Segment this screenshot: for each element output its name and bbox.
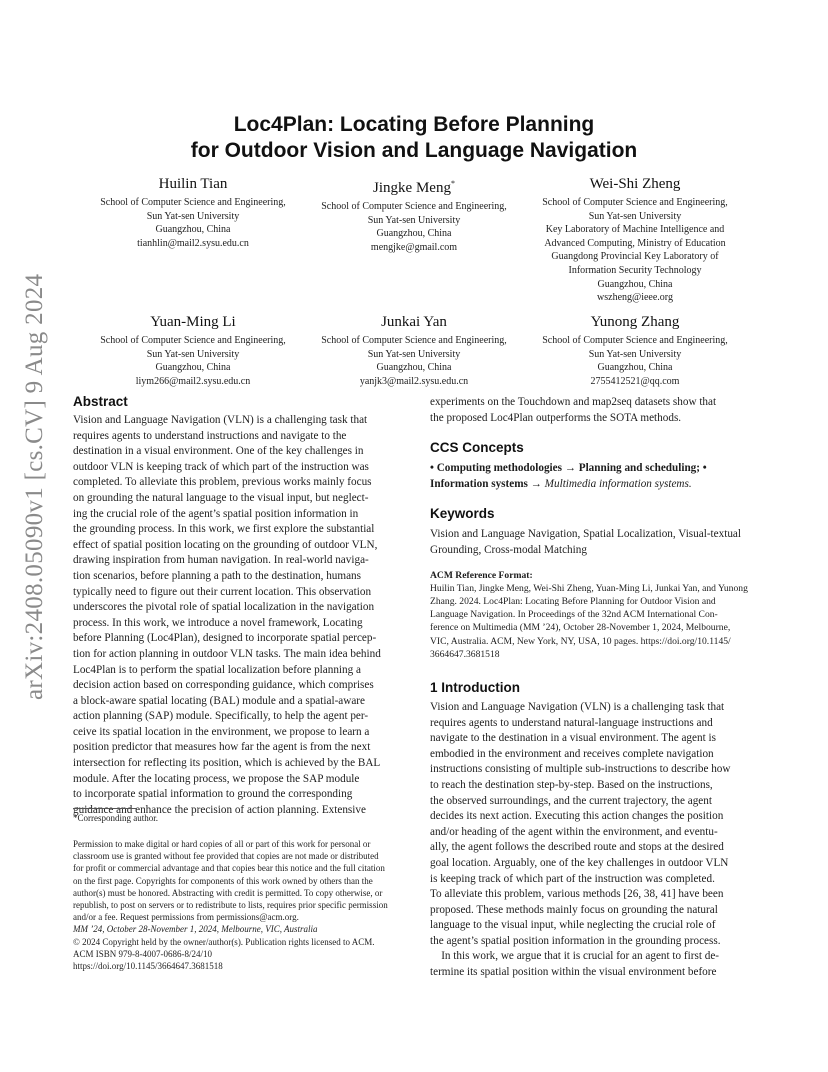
corresponding-mark: * <box>450 179 455 188</box>
author-name: Junkai Yan <box>381 314 447 330</box>
author-block <box>78 175 308 250</box>
author-block <box>520 175 750 305</box>
author-name: Huilin Tian <box>158 176 228 192</box>
footnote: *Corresponding author. <box>73 813 158 823</box>
ccs-concepts: • Computing methodologies → Planning and scheduling; • Information systems → Multimedia information systems. <box>430 462 707 490</box>
author-name: Jingke Meng* <box>373 179 455 196</box>
right-column <box>430 395 756 981</box>
acm-reference-heading: ACM Reference Format: <box>430 569 533 581</box>
author-affiliation: School of Computer Science and Engineering, Sun Yat-sen University Key Laboratory of Machine Intelligence and Advanced Computing, Ministry of Education Guangdong Provincial Key Laboratory of Information Security Technology Guangzhou, China wszheng@ieee.org <box>542 197 728 304</box>
abstract-continued: experiments on the Touchdown and map2seq datasets show that the proposed Loc4Plan outperforms the SOTA methods. <box>430 396 717 424</box>
author-name: Yuan-Ming Li <box>150 314 236 330</box>
author-block <box>520 313 750 388</box>
arxiv-stamp: arXiv:2408.05090v1 [cs.CV] 9 Aug 2024 <box>21 273 48 700</box>
author-affiliation: School of Computer Science and Engineering, Sun Yat-sen University Guangzhou, China 2755412521@qq.com <box>542 335 728 387</box>
author-block <box>78 313 308 388</box>
author-affiliation: School of Computer Science and Engineering, Sun Yat-sen University Guangzhou, China yanjk3@mail2.sysu.edu.cn <box>321 335 507 387</box>
introduction-body: Vision and Language Navigation (VLN) is a challenging task that requires agents to understand natural-language instructions and navigate to the destination in a visual environment. The agent is embodied in the environment and receives complete navigation instructions consisting of multiple sub-instructions to describe how to reach the destination step-by-step. Based on the instructions, the observed surroundings, and the current trajectory, the agent decides its next action. Executing this action changes the position and/or heading of the agent within the environment, and eventu- ally, the agent follows the described route and stops at the desired goal location. Arguably, one of the key challenges in outdoor VLN is keeping track of which part of the instruction was completed. To alleviate this problem, various methods [26, 38, 41] have been proposed. These methods mainly focus on grounding the natural language to the visual input, while neglecting the crucial role of the agent’s spatial position information in the grounding process. In this work, we argue that it is crucial for an agent to first de- termine its spatial position within the visual environment before <box>430 700 731 979</box>
author-affiliation: School of Computer Science and Engineering, Sun Yat-sen University Guangzhou, China liym266@mail2.sysu.edu.cn <box>100 335 286 387</box>
conference-line: MM ’24, October 28-November 1, 2024, Melbourne, VIC, Australia <box>73 924 318 935</box>
footnote-rule <box>73 808 137 809</box>
acm-reference: ACM Reference Format: Huilin Tian, Jingke Meng, Wei-Shi Zheng, Yuan-Ming Li, Junkai Yan, and Yunong Zhang. 2024. Loc4Plan: Locating Before Planning for Outdoor Vision and Language Navigation. In Proceedings of the 32nd ACM International Con- ference on Multimedia (MM ’24), October 28-November 1, 2024, Melbourne, VIC, Australia. ACM, New York, NY, USA, 10 pages. https://doi.org/10.1145/ 3664647.3681518 <box>430 569 748 660</box>
author-name: Wei-Shi Zheng <box>589 176 681 192</box>
doi-link: https://doi.org/10.1145/3664647.3681518 <box>73 961 223 972</box>
author-block <box>299 175 529 254</box>
author-name: Yunong Zhang <box>590 314 680 330</box>
author-affiliation: School of Computer Science and Engineering, Sun Yat-sen University Guangzhou, China tianhlin@mail2.sysu.edu.cn <box>100 197 286 249</box>
ccs-heading: CCS Concepts <box>430 440 524 456</box>
paper-title <box>100 112 728 164</box>
keywords-heading: Keywords <box>430 506 495 522</box>
author-block <box>299 313 529 388</box>
left-column <box>73 393 399 818</box>
abstract-heading: Abstract <box>73 394 128 409</box>
keywords-list: Vision and Language Navigation, Spatial Localization, Visual-textual Grounding, Cross-modal Matching <box>430 528 741 556</box>
introduction-heading: 1 Introduction <box>430 679 520 695</box>
title-line-1: Loc4Plan: Locating Before Planning <box>233 113 595 136</box>
author-affiliation: School of Computer Science and Engineering, Sun Yat-sen University Guangzhou, China mengjke@gmail.com <box>321 201 507 253</box>
permission-notice: Permission to make digital or hard copies of all or part of this work for personal or classroom use is granted without fee provided that copies are not made or distributed for profit or commercial advantage and that copies bear this notice and the full citation on the first page. Copyrights for components of this work owned by others than the author(s) must be honored. Abstracting with credit is permitted. To copy otherwise, or republish, to post on servers or to redistribute to lists, requires prior specific permission and/or a fee. Request permissions from permissions@acm.org. MM ’24, October 28-November 1, 2024, Melbourne, VIC, Australia © 2024 Copyright held by the owner/author(s). Publication rights licensed to ACM. ACM ISBN 979-8-4007-0686-8/24/10 https://doi.org/10.1145/3664647.3681518 <box>73 838 399 972</box>
title-line-2: for Outdoor Vision and Language Navigation <box>190 139 638 162</box>
abstract-body: Vision and Language Navigation (VLN) is a challenging task that requires agents to understand instructions and navigate to the destination in a visual environment. One of the key challenges in outdoor VLN is keeping track of which part of the instruction was completed. To alleviate this problem, previous works mainly focus on grounding the natural language to the visual input, but neglect- ing the crucial role of the agent’s spatial position information in the grounding process. In this work, we first explore the substantial effect of spatial position locating on the grounding of outdoor VLN, drawing inspiration from human navigation. In real-world naviga- tion scenarios, before planning a path to the destination, humans typically need to figure out their current location. This observation underscores the pivotal role of spatial localization in the navigation process. In this work, we introduce a novel framework, Locating before Planning (Loc4Plan), designed to incorporate spatial percep- tion for action planning in outdoor VLN tasks. The main idea behind Loc4Plan is to perform the spatial localization before planning a decision action based on corresponding guidance, which comprises a block-aware spatial locating (BAL) module and a spatial-aware action planning (SAP) module. Specifically, to help the agent per- ceive its spatial location in the environment, we propose to learn a position predictor that measures how far the agent is from the next intersection for reflecting its position, which is achieved by the BAL module. After the locating process, we propose the SAP module to incorporate spatial information to ground the corresponding guidance and enhance the precision of action planning. Extensive <box>73 414 381 816</box>
